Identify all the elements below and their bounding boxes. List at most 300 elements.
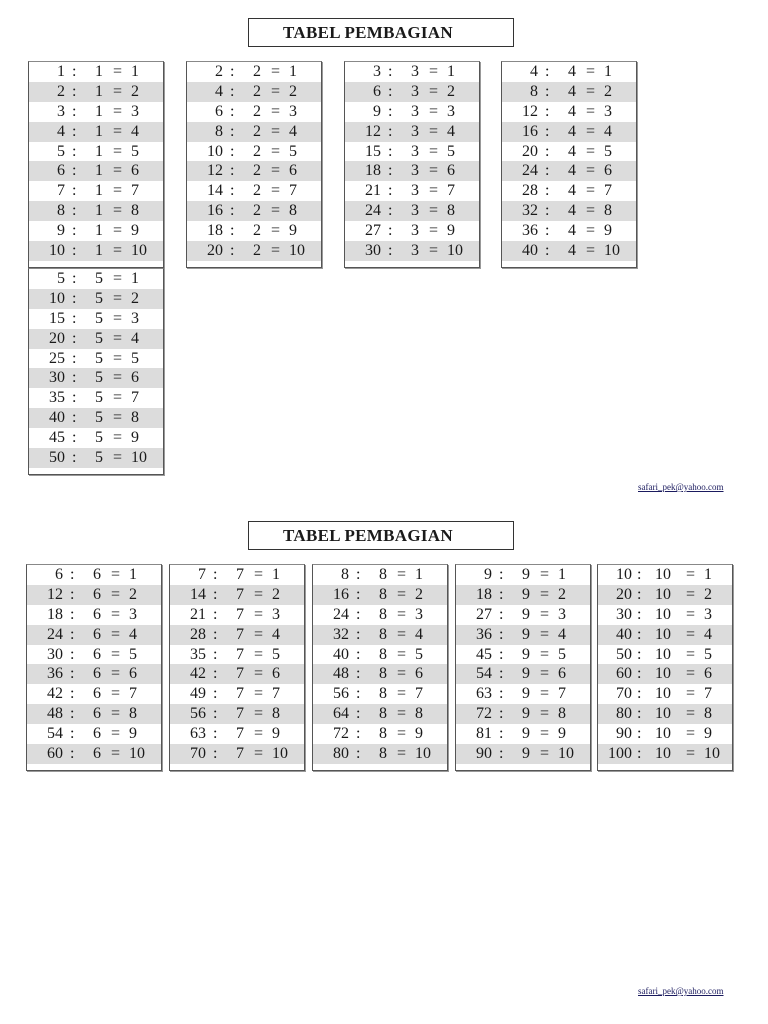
table-row	[187, 102, 321, 122]
divide-symbol: :	[72, 369, 77, 387]
table-row	[502, 241, 636, 261]
divide-symbol: :	[70, 585, 75, 603]
equals-symbol: =	[686, 645, 696, 663]
dividend: 21	[365, 182, 381, 200]
divisor: 1	[95, 182, 103, 200]
equals-symbol: =	[254, 625, 264, 643]
quotient: 9	[272, 725, 280, 743]
divisor: 8	[379, 585, 387, 603]
dividend: 27	[365, 222, 381, 240]
divide-symbol: :	[499, 585, 504, 603]
quotient: 8	[131, 409, 139, 427]
divide-symbol: :	[230, 82, 235, 100]
divisor: 7	[236, 725, 244, 743]
table-row	[502, 181, 636, 201]
equals-symbol: =	[113, 102, 123, 120]
quotient: 4	[604, 122, 612, 140]
divide-symbol: :	[388, 142, 393, 160]
divisor: 10	[655, 585, 671, 603]
divide-symbol: :	[388, 162, 393, 180]
equals-symbol: =	[429, 122, 439, 140]
divisor: 4	[568, 182, 576, 200]
quotient: 1	[129, 566, 137, 583]
equals-symbol: =	[254, 645, 264, 663]
quotient: 9	[704, 725, 712, 743]
table-row	[598, 645, 732, 665]
quotient: 8	[447, 202, 455, 220]
divide-symbol: :	[72, 329, 77, 347]
divide-symbol: :	[499, 685, 504, 703]
divide-symbol: :	[230, 242, 235, 260]
table-row	[29, 428, 163, 448]
divide-symbol: :	[388, 82, 393, 100]
table-row	[29, 201, 163, 221]
table-row	[170, 645, 304, 665]
divisor: 7	[236, 585, 244, 603]
quotient: 3	[129, 605, 137, 623]
equals-symbol: =	[111, 585, 121, 603]
quotient: 3	[447, 102, 455, 120]
dividend: 90	[616, 725, 632, 743]
equals-symbol: =	[111, 625, 121, 643]
quotient: 8	[604, 202, 612, 220]
dividend: 40	[49, 409, 65, 427]
quotient: 2	[415, 585, 423, 603]
table-row	[502, 62, 636, 82]
divide-symbol: :	[72, 202, 77, 220]
table-row	[456, 585, 590, 605]
table-row	[598, 684, 732, 704]
divide-symbol: :	[499, 705, 504, 723]
quotient: 10	[704, 745, 720, 763]
equals-symbol: =	[586, 63, 596, 80]
equals-symbol: =	[254, 566, 264, 583]
divisor: 4	[568, 63, 576, 80]
table-row	[502, 221, 636, 241]
equals-symbol: =	[271, 102, 281, 120]
division-table-3	[344, 61, 480, 268]
divide-symbol: :	[72, 449, 77, 467]
divisor: 9	[522, 725, 530, 743]
dividend: 15	[49, 309, 65, 327]
equals-symbol: =	[397, 685, 407, 703]
divide-symbol: :	[230, 63, 235, 80]
equals-symbol: =	[271, 182, 281, 200]
equals-symbol: =	[540, 625, 550, 643]
divide-symbol: :	[356, 566, 361, 583]
table-row	[29, 309, 163, 329]
divide-symbol: :	[637, 585, 642, 603]
divisor: 5	[95, 389, 103, 407]
equals-symbol: =	[686, 725, 696, 743]
page2-title: TABEL PEMBAGIAN	[248, 521, 514, 550]
quotient: 5	[131, 142, 139, 160]
equals-symbol: =	[540, 645, 550, 663]
quotient: 3	[272, 605, 280, 623]
divisor: 10	[655, 665, 671, 683]
divide-symbol: :	[230, 162, 235, 180]
dividend: 42	[190, 665, 206, 683]
divisor: 2	[253, 162, 261, 180]
equals-symbol: =	[586, 122, 596, 140]
divide-symbol: :	[72, 82, 77, 100]
table-row	[313, 605, 447, 625]
table-row	[598, 565, 732, 585]
divisor: 6	[93, 685, 101, 703]
dividend: 14	[207, 182, 223, 200]
divide-symbol: :	[213, 645, 218, 663]
divide-symbol: :	[70, 745, 75, 763]
equals-symbol: =	[429, 182, 439, 200]
dividend: 28	[190, 625, 206, 643]
divide-symbol: :	[545, 142, 550, 160]
divisor: 1	[95, 162, 103, 180]
dividend: 8	[530, 82, 538, 100]
dividend: 5	[57, 142, 65, 160]
divisor: 1	[95, 142, 103, 160]
dividend: 6	[373, 82, 381, 100]
table-row	[187, 181, 321, 201]
quotient: 2	[129, 585, 137, 603]
dividend: 1	[57, 63, 65, 80]
quotient: 7	[704, 685, 712, 703]
quotient: 3	[415, 605, 423, 623]
table-row	[313, 724, 447, 744]
divide-symbol: :	[213, 705, 218, 723]
equals-symbol: =	[397, 605, 407, 623]
quotient: 2	[604, 82, 612, 100]
dividend: 72	[333, 725, 349, 743]
divisor: 2	[253, 242, 261, 260]
quotient: 2	[289, 82, 297, 100]
divide-symbol: :	[545, 222, 550, 240]
dividend: 54	[476, 665, 492, 683]
quotient: 10	[558, 745, 574, 763]
divisor: 3	[411, 162, 419, 180]
dividend: 56	[190, 705, 206, 723]
dividend: 100	[608, 745, 632, 763]
quotient: 10	[272, 745, 288, 763]
divisor: 2	[253, 122, 261, 140]
dividend: 7	[198, 566, 206, 583]
quotient: 6	[604, 162, 612, 180]
divide-symbol: :	[213, 745, 218, 763]
quotient: 7	[129, 685, 137, 703]
divisor: 7	[236, 745, 244, 763]
dividend: 32	[522, 202, 538, 220]
equals-symbol: =	[397, 566, 407, 583]
divisor: 7	[236, 685, 244, 703]
equals-symbol: =	[586, 102, 596, 120]
quotient: 9	[131, 222, 139, 240]
equals-symbol: =	[113, 289, 123, 307]
dividend: 50	[49, 449, 65, 467]
equals-symbol: =	[271, 122, 281, 140]
equals-symbol: =	[397, 665, 407, 683]
table-row	[345, 102, 479, 122]
page1-email-link[interactable]: safari_pek@yahoo.com	[638, 482, 724, 492]
dividend: 10	[49, 289, 65, 307]
divisor: 10	[655, 625, 671, 643]
dividend: 32	[333, 625, 349, 643]
table-row	[345, 142, 479, 162]
divisor: 6	[93, 585, 101, 603]
divide-symbol: :	[637, 725, 642, 743]
quotient: 3	[558, 605, 566, 623]
equals-symbol: =	[113, 449, 123, 467]
table-row	[456, 684, 590, 704]
dividend: 15	[365, 142, 381, 160]
divisor: 7	[236, 566, 244, 583]
divide-symbol: :	[72, 309, 77, 327]
dividend: 63	[190, 725, 206, 743]
table-row	[27, 605, 161, 625]
table-row	[29, 62, 163, 82]
quotient: 7	[604, 182, 612, 200]
equals-symbol: =	[113, 242, 123, 260]
table-row	[27, 684, 161, 704]
divisor: 9	[522, 645, 530, 663]
divisor: 4	[568, 142, 576, 160]
divide-symbol: :	[388, 122, 393, 140]
quotient: 4	[129, 625, 137, 643]
divide-symbol: :	[213, 585, 218, 603]
divisor: 8	[379, 685, 387, 703]
divide-symbol: :	[545, 162, 550, 180]
equals-symbol: =	[686, 625, 696, 643]
quotient: 3	[289, 102, 297, 120]
dividend: 4	[215, 82, 223, 100]
divide-symbol: :	[70, 566, 75, 583]
quotient: 6	[415, 665, 423, 683]
divide-symbol: :	[388, 182, 393, 200]
dividend: 72	[476, 705, 492, 723]
table-row	[29, 122, 163, 142]
dividend: 7	[57, 182, 65, 200]
table-row	[345, 241, 479, 261]
equals-symbol: =	[686, 745, 696, 763]
table-row	[598, 704, 732, 724]
quotient: 6	[131, 162, 139, 180]
quotient: 7	[131, 389, 139, 407]
table-row	[598, 724, 732, 744]
divisor: 2	[253, 142, 261, 160]
divide-symbol: :	[70, 605, 75, 623]
table-row	[27, 625, 161, 645]
table-row	[345, 161, 479, 181]
divide-symbol: :	[230, 102, 235, 120]
equals-symbol: =	[113, 122, 123, 140]
dividend: 20	[49, 329, 65, 347]
equals-symbol: =	[113, 429, 123, 447]
equals-symbol: =	[586, 222, 596, 240]
divisor: 9	[522, 745, 530, 763]
divide-symbol: :	[499, 725, 504, 743]
divide-symbol: :	[72, 122, 77, 140]
equals-symbol: =	[113, 309, 123, 327]
divisor: 4	[568, 222, 576, 240]
equals-symbol: =	[586, 182, 596, 200]
dividend: 30	[365, 242, 381, 260]
equals-symbol: =	[111, 705, 121, 723]
table-row	[313, 565, 447, 585]
divide-symbol: :	[356, 705, 361, 723]
dividend: 20	[207, 242, 223, 260]
quotient: 2	[704, 585, 712, 603]
divide-symbol: :	[545, 63, 550, 80]
dividend: 28	[522, 182, 538, 200]
divide-symbol: :	[72, 162, 77, 180]
divisor: 10	[655, 566, 671, 583]
quotient: 8	[558, 705, 566, 723]
divide-symbol: :	[356, 745, 361, 763]
quotient: 4	[704, 625, 712, 643]
dividend: 12	[365, 122, 381, 140]
quotient: 4	[289, 122, 297, 140]
divisor: 2	[253, 202, 261, 220]
table-row	[456, 605, 590, 625]
division-table-10	[597, 564, 733, 771]
divide-symbol: :	[213, 625, 218, 643]
dividend: 3	[57, 102, 65, 120]
divide-symbol: :	[72, 289, 77, 307]
divide-symbol: :	[72, 222, 77, 240]
divide-symbol: :	[70, 705, 75, 723]
table-row	[598, 605, 732, 625]
quotient: 4	[447, 122, 455, 140]
table-row	[345, 82, 479, 102]
quotient: 8	[704, 705, 712, 723]
equals-symbol: =	[111, 745, 121, 763]
dividend: 36	[47, 665, 63, 683]
divide-symbol: :	[356, 625, 361, 643]
dividend: 10	[207, 142, 223, 160]
equals-symbol: =	[429, 63, 439, 80]
divisor: 6	[93, 625, 101, 643]
divisor: 4	[568, 242, 576, 260]
divisor: 1	[95, 122, 103, 140]
quotient: 6	[129, 665, 137, 683]
divisor: 9	[522, 705, 530, 723]
table-row	[313, 684, 447, 704]
dividend: 8	[215, 122, 223, 140]
divisor: 3	[411, 122, 419, 140]
dividend: 10	[49, 242, 65, 260]
table-row	[313, 625, 447, 645]
divide-symbol: :	[545, 202, 550, 220]
divisor: 9	[522, 605, 530, 623]
divisor: 8	[379, 625, 387, 643]
equals-symbol: =	[254, 685, 264, 703]
quotient: 7	[558, 685, 566, 703]
table-row	[456, 625, 590, 645]
divide-symbol: :	[499, 645, 504, 663]
quotient: 5	[272, 645, 280, 663]
divisor: 10	[655, 725, 671, 743]
divide-symbol: :	[637, 605, 642, 623]
quotient: 7	[415, 685, 423, 703]
quotient: 1	[272, 566, 280, 583]
divisor: 5	[95, 369, 103, 387]
table-row	[456, 645, 590, 665]
quotient: 2	[447, 82, 455, 100]
table-row	[27, 744, 161, 764]
dividend: 9	[373, 102, 381, 120]
quotient: 1	[447, 63, 455, 80]
quotient: 1	[704, 566, 712, 583]
equals-symbol: =	[254, 665, 264, 683]
dividend: 27	[476, 605, 492, 623]
page1-title: TABEL PEMBAGIAN	[248, 18, 514, 47]
dividend: 16	[333, 585, 349, 603]
quotient: 3	[604, 102, 612, 120]
table-row	[598, 744, 732, 764]
divisor: 2	[253, 102, 261, 120]
divisor: 2	[253, 182, 261, 200]
dividend: 35	[190, 645, 206, 663]
divide-symbol: :	[356, 685, 361, 703]
divisor: 9	[522, 665, 530, 683]
table-row	[502, 161, 636, 181]
divisor: 8	[379, 705, 387, 723]
divide-symbol: :	[72, 102, 77, 120]
divide-symbol: :	[388, 202, 393, 220]
table-row	[187, 122, 321, 142]
equals-symbol: =	[686, 585, 696, 603]
dividend: 30	[49, 369, 65, 387]
divide-symbol: :	[72, 242, 77, 260]
table-row	[345, 181, 479, 201]
quotient: 10	[131, 449, 147, 467]
table-row	[187, 241, 321, 261]
divide-symbol: :	[499, 665, 504, 683]
divide-symbol: :	[499, 605, 504, 623]
table-row	[598, 625, 732, 645]
table-row	[29, 368, 163, 388]
divisor: 6	[93, 665, 101, 683]
table-row	[170, 625, 304, 645]
equals-symbol: =	[254, 725, 264, 743]
quotient: 1	[415, 566, 423, 583]
divide-symbol: :	[356, 605, 361, 623]
equals-symbol: =	[397, 625, 407, 643]
divide-symbol: :	[499, 566, 504, 583]
table-row	[29, 142, 163, 162]
page2-email-link[interactable]: safari_pek@yahoo.com	[638, 986, 724, 996]
table-row	[313, 704, 447, 724]
table-row	[187, 221, 321, 241]
table-row	[170, 585, 304, 605]
quotient: 6	[289, 162, 297, 180]
equals-symbol: =	[686, 665, 696, 683]
divide-symbol: :	[545, 82, 550, 100]
quotient: 5	[604, 142, 612, 160]
table-row	[29, 241, 163, 261]
divisor: 1	[95, 63, 103, 80]
table-row	[29, 221, 163, 241]
equals-symbol: =	[586, 162, 596, 180]
quotient: 2	[558, 585, 566, 603]
equals-symbol: =	[271, 242, 281, 260]
divisor: 5	[95, 289, 103, 307]
table-row	[170, 605, 304, 625]
divisor: 10	[655, 705, 671, 723]
table-row	[29, 82, 163, 102]
dividend: 42	[47, 685, 63, 703]
table-row	[345, 221, 479, 241]
quotient: 2	[131, 82, 139, 100]
table-row	[502, 122, 636, 142]
